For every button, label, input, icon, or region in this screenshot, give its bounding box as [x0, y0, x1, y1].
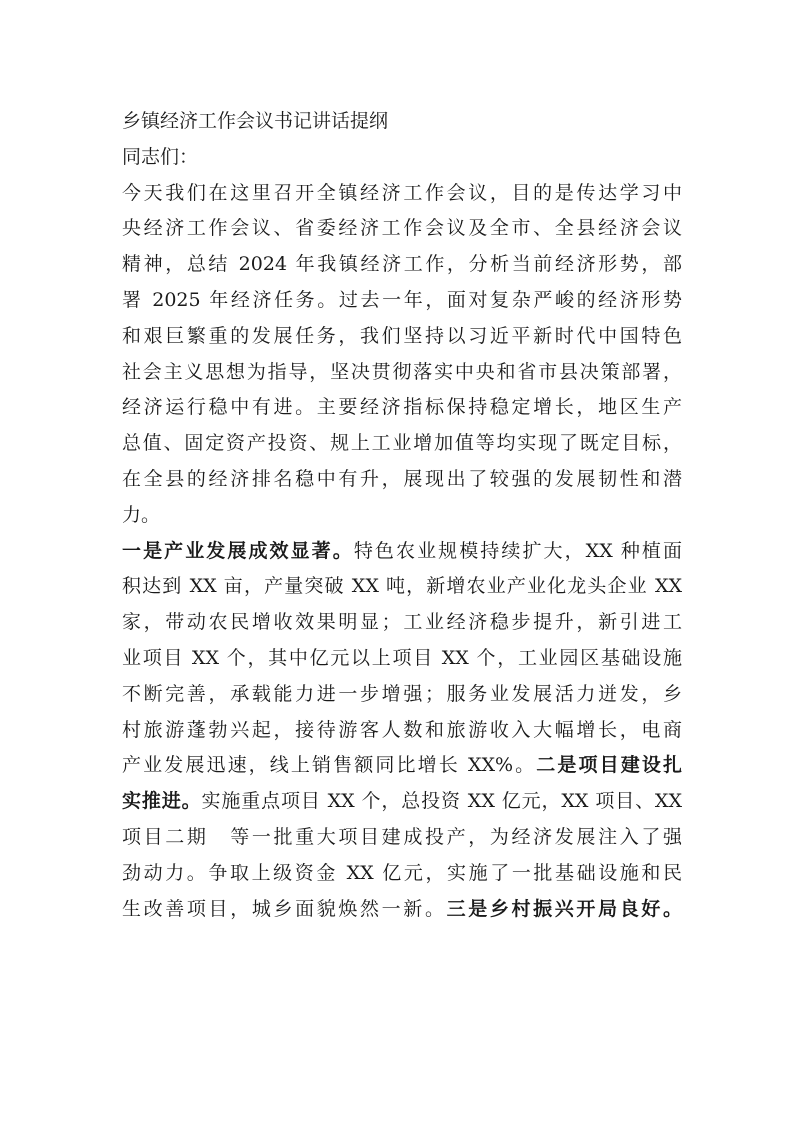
- intro-line: 和艰巨繁重的发展任务，我们坚持以习近平新时代中国特色: [122, 324, 682, 347]
- body-line: 积达到 XX 亩，产量突破 XX 吨，新增农业产业化龙头企业 XX: [122, 575, 682, 598]
- intro-line: 精神，总结 2024 年我镇经济工作，分析当前经济形势，部: [122, 253, 682, 276]
- point-heading-projects: 二是项目建设扎: [536, 754, 682, 777]
- point-heading-industry: 一是产业发展成效显著。: [122, 539, 354, 562]
- body-line: 业项目 XX 个，其中亿元以上项目 XX 个，工业园区基础设施: [122, 646, 682, 669]
- body-line: 劲动力。争取上级资金 XX 亿元，实施了一批基础设施和民: [122, 861, 682, 884]
- body-text: 实施重点项目 XX 个，总投资 XX 亿元，XX 项目、XX: [201, 790, 682, 813]
- intro-line: 署 2025 年经济任务。过去一年，面对复杂严峻的经济形势: [122, 288, 682, 311]
- body-line: 家，带动农民增收效果明显；工业经济稳步提升，新引进工: [122, 611, 682, 634]
- body-line: [122, 748, 682, 784]
- point-heading-projects-cont: 实推进。: [122, 790, 202, 813]
- body-line: 村旅游蓬勃兴起，接待游客人数和旅游收入大幅增长，电商: [122, 718, 682, 741]
- body-line: 不断完善，承载能力进一步增强；服务业发展活力迸发，乡: [122, 682, 682, 705]
- intro-line: 社会主义思想为指导，坚决贯彻落实中央和省市县决策部署，: [122, 360, 682, 383]
- document-page: [122, 104, 682, 927]
- intro-line: 央经济工作会议、省委经济工作会议及全市、全县经济会议: [122, 217, 682, 240]
- body-text: 生改善项目，城乡面貌焕然一新。: [122, 897, 447, 920]
- intro-line: 今天我们在这里召开全镇经济工作会议，目的是传达学习中: [122, 181, 682, 204]
- intro-line: 力。: [122, 503, 161, 526]
- body-line: 项目二期 等一批重大项目建成投产，为经济发展注入了强: [122, 825, 682, 848]
- intro-line: 在全县的经济排名稳中有升，展现出了较强的发展韧性和潜: [122, 467, 682, 490]
- point-heading-rural: 三是乡村振兴开局良好。: [446, 897, 682, 920]
- body-text: 产业发展迅速，线上销售额同比增长 XX%。: [122, 754, 537, 777]
- greeting: 同志们：: [122, 145, 199, 168]
- intro-line: 经济运行稳中有进。主要经济指标保持稳定增长，地区生产: [122, 396, 682, 419]
- body-line: [122, 892, 682, 928]
- document-title: 乡镇经济工作会议书记讲话提纲: [122, 110, 389, 132]
- intro-paragraph: [122, 176, 682, 534]
- achievements-paragraph: [122, 534, 682, 928]
- body-line: [122, 534, 682, 570]
- body-line: [122, 784, 682, 820]
- body-text: 特色农业规模持续扩大，XX 种植面: [353, 539, 682, 562]
- intro-line: 总值、固定资产投资、规上工业增加值等均实现了既定目标，: [122, 432, 682, 455]
